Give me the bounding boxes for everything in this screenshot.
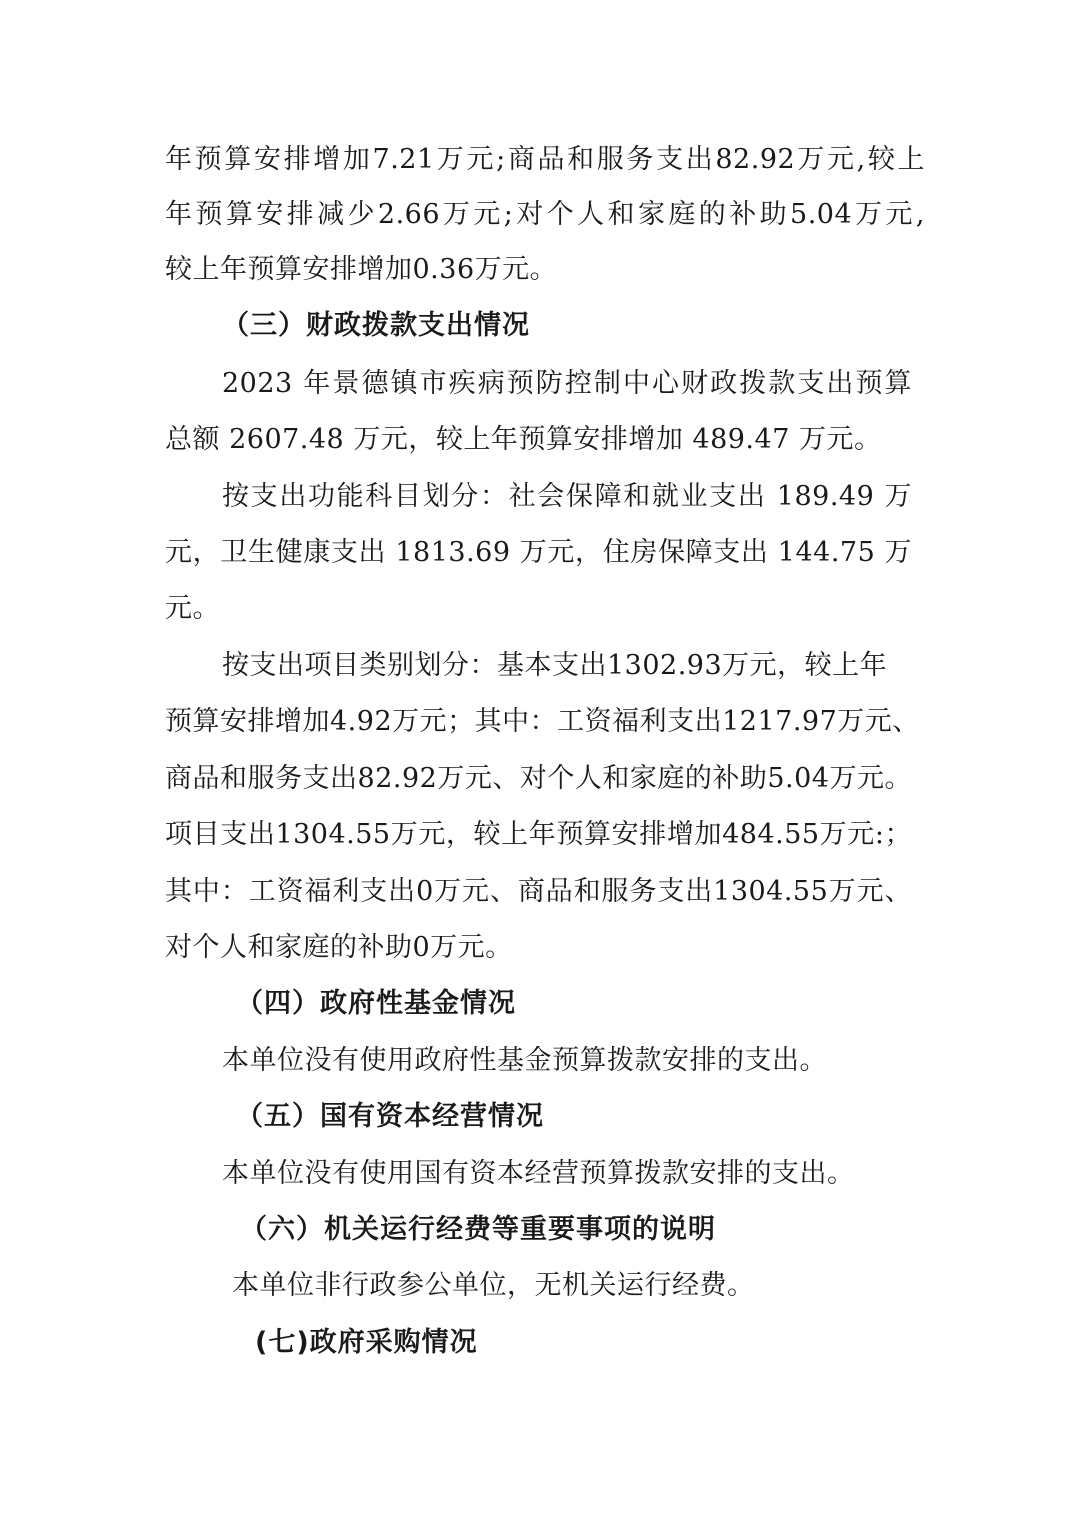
body-line: 较上年预算安排增加0.36万元。 <box>165 254 558 285</box>
body-line: 2023 年景德镇市疾病预防控制中心财政拨款支出预算 <box>222 368 912 399</box>
body-line: 按支出项目类别划分：基本支出1302.93万元，较上年 <box>222 650 888 681</box>
body-line: 本单位非行政参公单位，无机关运行经费。 <box>232 1270 755 1301</box>
body-line: 总额 2607.48 万元，较上年预算安排增加 489.47 万元。 <box>165 424 882 455</box>
body-line: 其中：工资福利支出0万元、商品和服务支出1304.55万元、 <box>165 876 912 907</box>
body-line: 本单位没有使用国有资本经营预算拨款安排的支出。 <box>222 1158 855 1189</box>
section-heading-5: （五）国有资本经营情况 <box>236 1101 544 1132</box>
body-line: 本单位没有使用政府性基金预算拨款安排的支出。 <box>222 1045 827 1076</box>
section-heading-6: （六）机关运行经费等重要事项的说明 <box>240 1214 716 1245</box>
section-heading-7: (七)政府采购情况 <box>255 1327 478 1358</box>
body-line: 预算安排增加4.92万元；其中：工资福利支出1217.97万元、 <box>165 706 920 737</box>
body-line: 项目支出1304.55万元，较上年预算安排增加484.55万元:； <box>165 819 912 850</box>
body-line: 元。 <box>165 593 220 624</box>
body-line: 年预算安排增加7.21万元;商品和服务支出82.92万元,较上 <box>165 144 925 175</box>
body-line: 年预算安排减少2.66万元;对个人和家庭的补助5.04万元, <box>165 199 925 230</box>
section-heading-3: （三）财政拨款支出情况 <box>222 310 530 341</box>
body-line: 商品和服务支出82.92万元、对个人和家庭的补助5.04万元。 <box>165 763 912 794</box>
body-line: 对个人和家庭的补助0万元。 <box>165 932 513 963</box>
body-line: 元，卫生健康支出 1813.69 万元，住房保障支出 144.75 万 <box>165 537 912 568</box>
section-heading-4: （四）政府性基金情况 <box>236 988 516 1019</box>
body-line: 按支出功能科目划分：社会保障和就业支出 189.49 万 <box>222 481 912 512</box>
